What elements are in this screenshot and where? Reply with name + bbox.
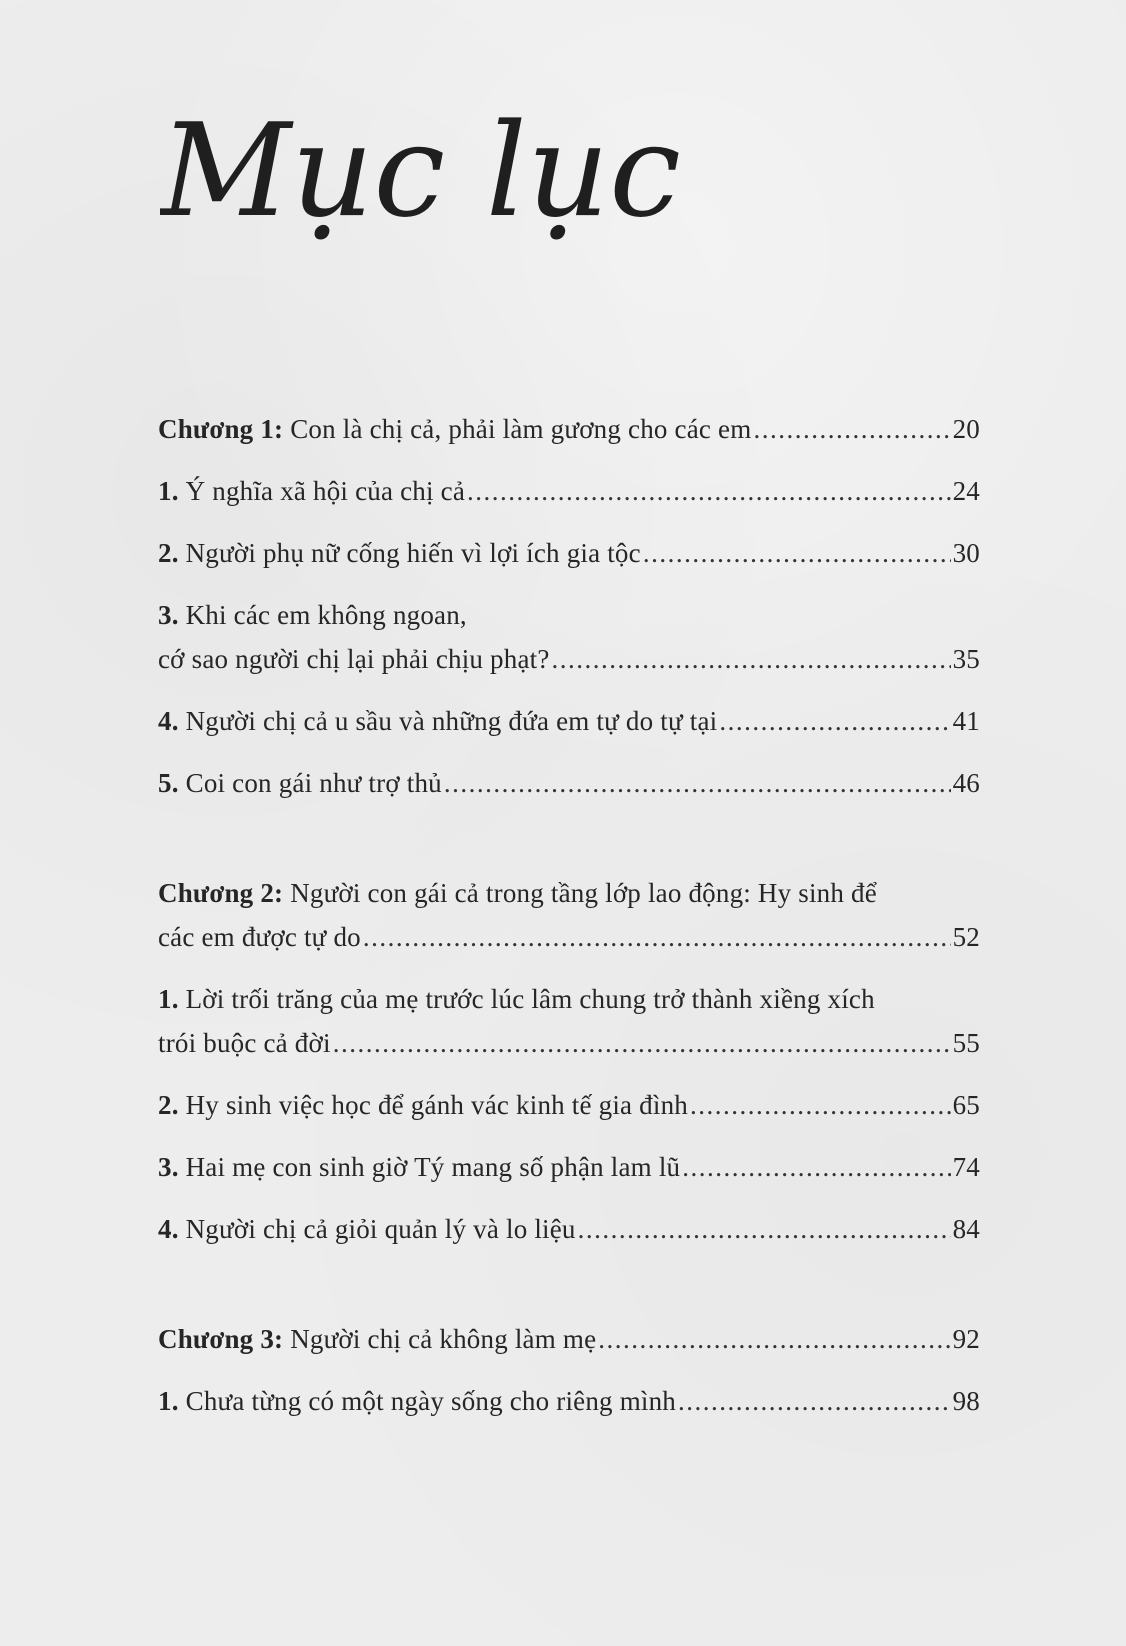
chapter-spacer: [158, 1253, 980, 1315]
section-item[interactable]: [158, 975, 980, 1067]
page-number: 41: [952, 706, 980, 736]
chapter-title-continued: các em được tự do: [158, 922, 361, 952]
section-title-continued: trói buộc cả đời: [158, 1028, 331, 1058]
dot-leader: [682, 1143, 950, 1191]
dot-leader: [363, 913, 951, 961]
chapter-label: Chương 1:: [158, 414, 284, 444]
page-number: 84: [952, 1214, 980, 1244]
chapter-1: [158, 405, 980, 807]
dot-leader: [552, 635, 951, 683]
section-item[interactable]: [158, 1377, 980, 1425]
section-number: 1.: [158, 1386, 179, 1416]
dot-leader: [753, 405, 950, 453]
page-number: 20: [952, 414, 980, 444]
section-item[interactable]: [158, 1081, 980, 1129]
section-item[interactable]: [158, 529, 980, 577]
section-title: Lời trối trăng của mẹ trước lúc lâm chung trở thành xiềng xích: [185, 984, 875, 1014]
chapter-heading[interactable]: [158, 1315, 980, 1363]
section-number: 3.: [158, 1152, 179, 1182]
section-title: Hy sinh việc học để gánh vác kinh tế gia đình: [185, 1090, 688, 1120]
section-title: Người chị cả giỏi quản lý và lo liệu: [185, 1214, 576, 1244]
dot-leader: [678, 1377, 951, 1425]
section-number: 5.: [158, 768, 179, 798]
page-number: 74: [952, 1152, 980, 1182]
section-title: Coi con gái như trợ thủ: [185, 768, 442, 798]
dot-leader: [598, 1315, 950, 1363]
section-item[interactable]: [158, 1205, 980, 1253]
dot-leader: [643, 529, 951, 577]
page-number: 98: [952, 1386, 980, 1416]
section-number: 3.: [158, 600, 179, 630]
chapter-heading[interactable]: [158, 405, 980, 453]
page-number: 65: [952, 1090, 980, 1120]
chapter-3: [158, 1315, 980, 1425]
chapter-label: Chương 2:: [158, 878, 284, 908]
page-number: 52: [952, 922, 980, 952]
section-item[interactable]: [158, 697, 980, 745]
section-title: Chưa từng có một ngày sống cho riêng mình: [185, 1386, 677, 1416]
page-number: 30: [952, 538, 980, 568]
script-title-graphic: [160, 95, 760, 265]
section-title: Ý nghĩa xã hội của chị cả: [185, 476, 465, 506]
section-number: 2.: [158, 1090, 179, 1120]
page-number: 24: [952, 476, 980, 506]
section-number: 1.: [158, 476, 179, 506]
section-number: 2.: [158, 538, 179, 568]
section-title: Người chị cả u sầu và những đứa em tự do tự tại: [185, 706, 718, 736]
chapter-2: [158, 869, 980, 1253]
section-title: Khi các em không ngoan,: [185, 600, 467, 630]
chapter-spacer: [158, 807, 980, 869]
section-item[interactable]: [158, 759, 980, 807]
section-item[interactable]: [158, 1143, 980, 1191]
chapter-label: Chương 3:: [158, 1324, 284, 1354]
page-number: 46: [952, 768, 980, 798]
section-item[interactable]: [158, 591, 980, 683]
chapter-heading[interactable]: [158, 869, 980, 961]
page-number: 35: [952, 644, 980, 674]
dot-leader: [690, 1081, 951, 1129]
section-title-continued: cớ sao người chị lại phải chịu phạt?: [158, 644, 550, 674]
chapter-title: Người chị cả không làm mẹ: [290, 1324, 597, 1354]
dot-leader: [719, 697, 950, 745]
section-title: Hai mẹ con sinh giờ Tý mang số phận lam lũ: [185, 1152, 681, 1182]
section-number: 4.: [158, 706, 179, 736]
chapter-title: Con là chị cả, phải làm gương cho các em: [290, 414, 752, 444]
section-number: 4.: [158, 1214, 179, 1244]
section-title: Người phụ nữ cống hiến vì lợi ích gia tộc: [185, 538, 641, 568]
section-item[interactable]: [158, 467, 980, 515]
section-number: 1.: [158, 984, 179, 1014]
dot-leader: [444, 759, 951, 807]
page-number: 55: [952, 1028, 980, 1058]
dot-leader: [467, 467, 951, 515]
page-number: 92: [952, 1324, 980, 1354]
chapter-title: Người con gái cả trong tầng lớp lao động: Hy sinh để: [290, 878, 877, 908]
page-title: [160, 95, 760, 265]
dot-leader: [333, 1019, 951, 1067]
dot-leader: [578, 1205, 951, 1253]
page-title-text: Mục lục: [160, 97, 681, 246]
table-of-contents: [158, 405, 980, 1425]
